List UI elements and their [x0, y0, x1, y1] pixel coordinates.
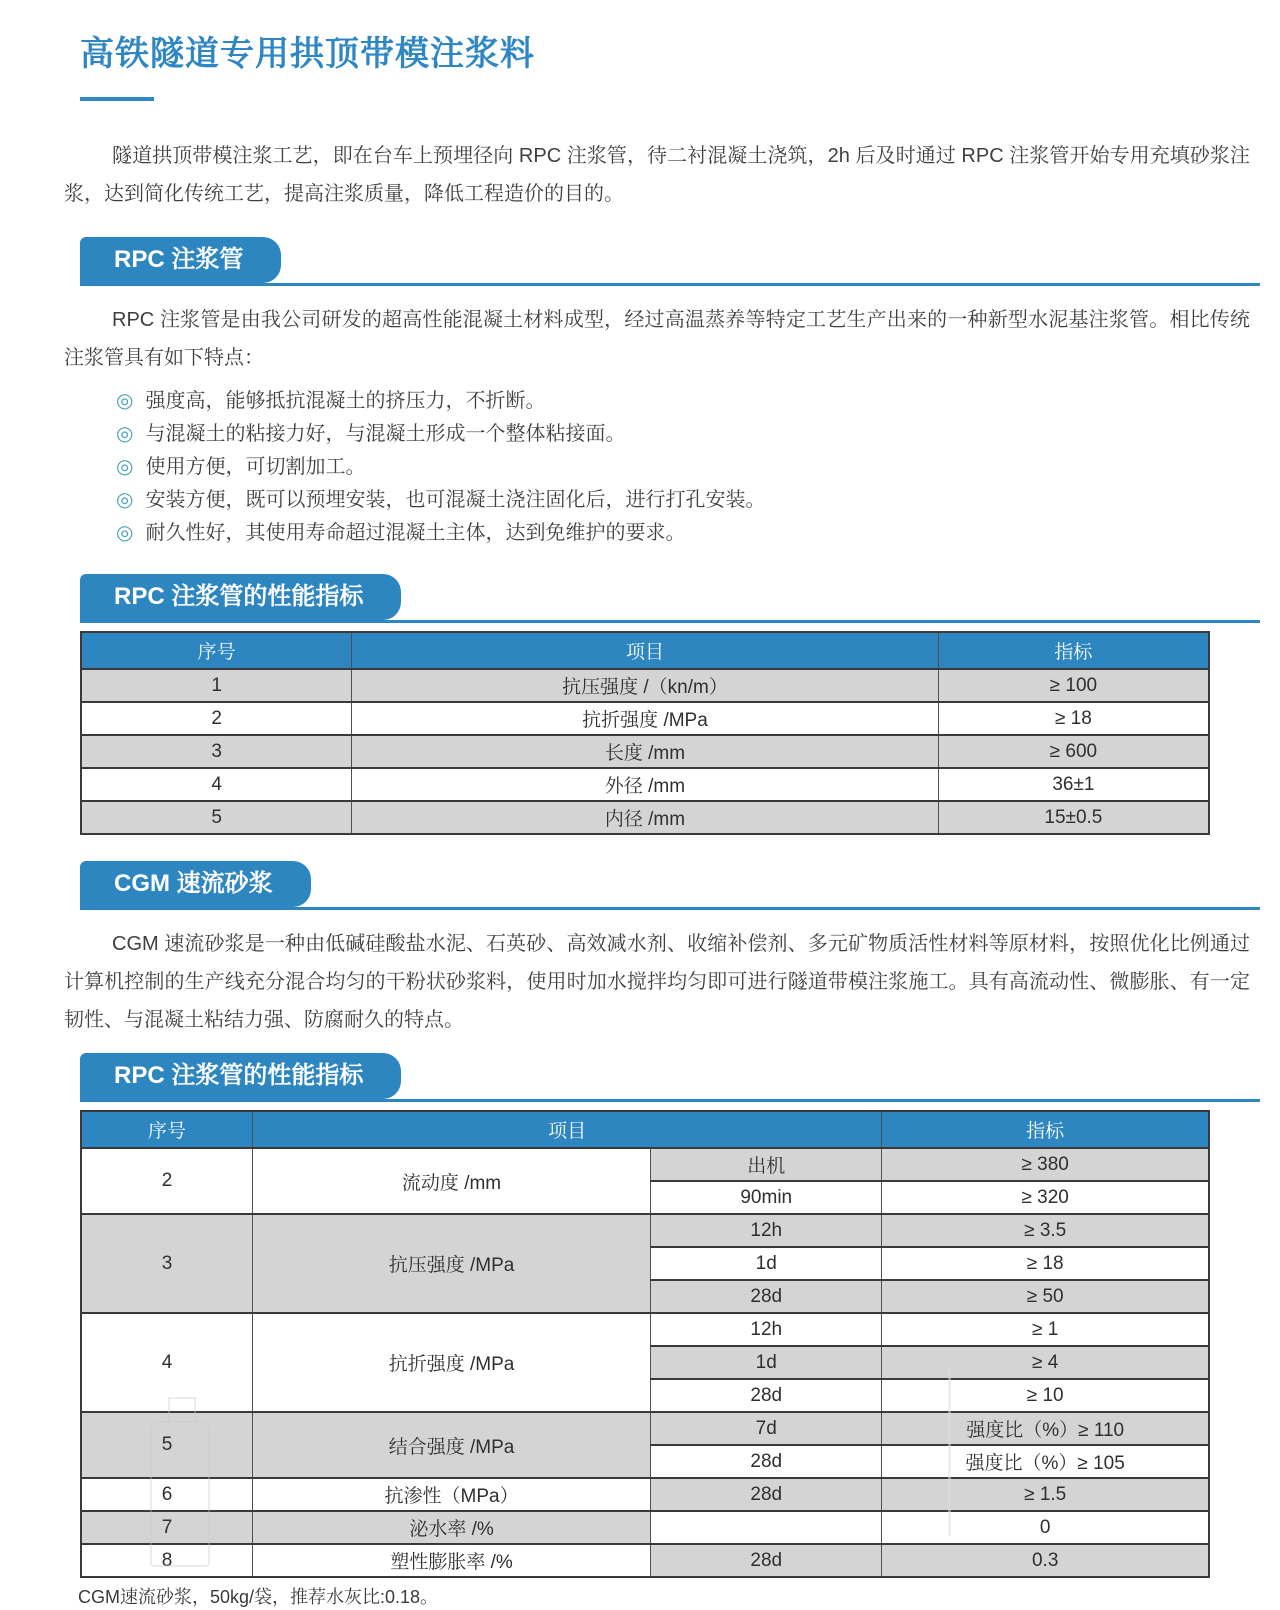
cell-index: 8	[81, 1544, 252, 1577]
cell-item: 结合强度 /MPa	[252, 1412, 650, 1478]
cell-value: ≥ 18	[882, 1247, 1209, 1280]
table-header-row	[81, 1111, 1209, 1148]
cell-value: ≥ 1.5	[882, 1478, 1209, 1511]
list-item-text: 耐久性好，其使用寿命超过混凝土主体，达到免维护的要求。	[145, 522, 686, 544]
cell-condition: 28d	[651, 1280, 882, 1313]
cell-condition: 1d	[651, 1247, 882, 1280]
rpc-description: RPC 注浆管是由我公司研发的超高性能混凝土材料成型，经过高温蒸养等特定工艺生产出来的一种新型水泥基注浆管。相比传统注浆管具有如下特点：	[64, 309, 1250, 369]
cell-index: 3	[81, 735, 352, 768]
cell-condition: 出机	[651, 1148, 882, 1181]
title-underline	[80, 97, 154, 101]
cell-item: 内径 /mm	[352, 801, 939, 834]
cell-index: 1	[81, 669, 352, 702]
col-header-item: 项目	[352, 632, 939, 669]
cell-condition	[651, 1511, 882, 1544]
section-banner-cgm-label: CGM 速流砂浆	[80, 861, 311, 907]
col-header-value: 指标	[938, 632, 1209, 669]
section-banner-cgm	[80, 861, 1260, 910]
footer-note: CGM速流砂浆，50kg/袋，推荐水灰比:0.18。	[78, 1587, 439, 1607]
cell-index: 2	[81, 1148, 252, 1214]
cgm-description: CGM 速流砂浆是一种由低碱硅酸盐水泥、石英砂、高效减水剂、收缩补偿剂、多元矿物质活性材料等原材料，按照优化比例通过计算机控制的生产线充分混合均匀的干粉状砂浆料，使用时加水搅拌均匀即可进行隧道带模注浆施工。具有高流动性、微膨胀、有一定韧性、与混凝土粘结力强、防腐耐久的特点。	[64, 933, 1250, 1031]
table-row	[81, 1544, 1209, 1577]
table-row	[81, 669, 1209, 702]
cell-value: ≥ 18	[938, 702, 1209, 735]
cell-item: 长度 /mm	[352, 735, 939, 768]
cell-value: ≥ 10	[882, 1379, 1209, 1412]
section-banner-rpc-specs-label: RPC 注浆管的性能指标	[80, 574, 401, 620]
cell-value: ≥ 50	[882, 1280, 1209, 1313]
cell-value: 15±0.5	[938, 801, 1209, 834]
cell-value: ≥ 380	[882, 1148, 1209, 1181]
cell-item: 抗渗性（MPa）	[252, 1478, 650, 1511]
cell-condition: 28d	[651, 1379, 882, 1412]
cell-index: 4	[81, 768, 352, 801]
section-banner-rpc-label: RPC 注浆管	[80, 237, 281, 283]
table-row	[81, 1313, 1209, 1346]
document-page	[0, 26, 1280, 1610]
list-item	[116, 451, 1250, 484]
cell-item: 流动度 /mm	[252, 1148, 650, 1214]
rpc-spec-table	[80, 631, 1210, 835]
section-banner-cgm-specs	[80, 1053, 1260, 1102]
cell-index: 4	[81, 1313, 252, 1412]
section-banner-cgm-specs-label: RPC 注浆管的性能指标	[80, 1053, 401, 1099]
cell-index: 6	[81, 1478, 252, 1511]
cell-value: ≥ 4	[882, 1346, 1209, 1379]
table-row	[81, 702, 1209, 735]
list-item-text: 强度高，能够抵抗混凝土的挤压力，不折断。	[145, 390, 546, 412]
table-row	[81, 1412, 1209, 1445]
list-item	[116, 484, 1250, 517]
col-header-index: 序号	[81, 1111, 252, 1148]
cell-item: 抗折强度 /MPa	[352, 702, 939, 735]
section-banner-rpc-specs	[80, 574, 1260, 623]
bullet-icon: ◎	[116, 423, 134, 445]
cell-item: 泌水率 /%	[252, 1511, 650, 1544]
cell-item: 外径 /mm	[352, 768, 939, 801]
page-title: 高铁隧道专用拱顶带模注浆料	[80, 35, 535, 73]
bullet-icon: ◎	[116, 522, 134, 544]
cell-item: 抗压强度 /（kn/m）	[352, 669, 939, 702]
list-item-text: 安装方便，既可以预埋安装，也可混凝土浇注固化后，进行打孔安装。	[145, 489, 766, 511]
cell-item: 塑性膨胀率 /%	[252, 1544, 650, 1577]
cell-condition: 28d	[651, 1445, 882, 1478]
cell-value: 0.3	[882, 1544, 1209, 1577]
cell-index: 3	[81, 1214, 252, 1313]
cell-index: 5	[81, 801, 352, 834]
table-row	[81, 768, 1209, 801]
cell-condition: 7d	[651, 1412, 882, 1445]
table-row	[81, 1478, 1209, 1511]
cell-condition: 12h	[651, 1214, 882, 1247]
cell-value: 强度比（%）≥ 105	[882, 1445, 1209, 1478]
cell-value: ≥ 1	[882, 1313, 1209, 1346]
cell-value: 0	[882, 1511, 1209, 1544]
cell-condition: 90min	[651, 1181, 882, 1214]
col-header-value: 指标	[882, 1111, 1209, 1148]
list-item	[116, 418, 1250, 451]
col-header-item: 项目	[252, 1111, 881, 1148]
cell-value: 36±1	[938, 768, 1209, 801]
cell-index: 5	[81, 1412, 252, 1478]
bullet-icon: ◎	[116, 489, 134, 511]
section-banner-rpc	[80, 237, 1260, 286]
cell-value: ≥ 320	[882, 1181, 1209, 1214]
cell-value: ≥ 600	[938, 735, 1209, 768]
cell-value: 强度比（%）≥ 110	[882, 1412, 1209, 1445]
bullet-icon: ◎	[116, 456, 134, 478]
cell-item: 抗压强度 /MPa	[252, 1214, 650, 1313]
cgm-spec-table	[80, 1110, 1210, 1578]
table-row	[81, 1511, 1209, 1544]
rpc-feature-list	[116, 385, 1250, 550]
cell-index: 7	[81, 1511, 252, 1544]
bullet-icon: ◎	[116, 390, 134, 412]
table-row	[81, 1214, 1209, 1247]
col-header-index: 序号	[81, 632, 352, 669]
table-header-row	[81, 632, 1209, 669]
list-item	[116, 385, 1250, 418]
table-row	[81, 801, 1209, 834]
cell-value: ≥ 100	[938, 669, 1209, 702]
cell-condition: 12h	[651, 1313, 882, 1346]
list-item-text: 使用方便，可切割加工。	[145, 456, 366, 478]
cell-condition: 28d	[651, 1478, 882, 1511]
list-item-text: 与混凝土的粘接力好，与混凝土形成一个整体粘接面。	[145, 423, 626, 445]
cell-index: 2	[81, 702, 352, 735]
cell-value: ≥ 3.5	[882, 1214, 1209, 1247]
cell-condition: 1d	[651, 1346, 882, 1379]
table-row	[81, 1148, 1209, 1181]
list-item	[116, 517, 1250, 550]
intro-paragraph: 隧道拱顶带模注浆工艺，即在台车上预埋径向 RPC 注浆管，待二衬混凝土浇筑，2h 后及时通过 RPC 注浆管开始专用充填砂浆注浆，达到简化传统工艺，提高注浆质量，降低工程造价的目的。	[64, 145, 1250, 205]
cell-condition: 28d	[651, 1544, 882, 1577]
cell-item: 抗折强度 /MPa	[252, 1313, 650, 1412]
table-row	[81, 735, 1209, 768]
